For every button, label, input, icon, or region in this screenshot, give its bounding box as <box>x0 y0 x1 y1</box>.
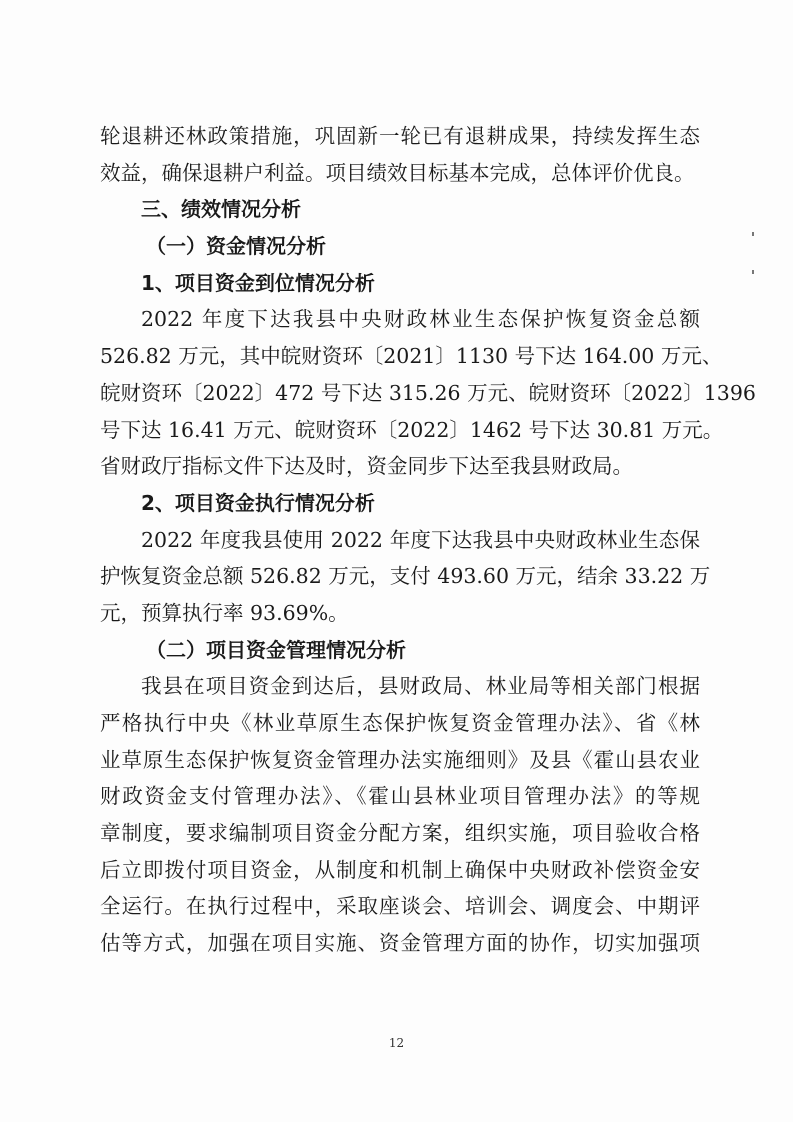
subsection-heading: （二）项目资金管理情况分析 <box>146 637 406 662</box>
document-body <box>100 118 756 962</box>
body-line: 轮退耕还林政策措施，巩固新一轮已有退耕成果，持续发挥生态 <box>100 124 700 148</box>
body-line: 526.82 万元，其中皖财资环〔2021〕1130 号下达 164.00 万元、 <box>100 344 723 369</box>
body-line: 2022 年度我县使用 2022 年度下达我县中央财政林业生态保 <box>141 527 700 552</box>
body-line: 皖财资环〔2022〕472 号下达 315.26 万元、皖财资环〔2022〕1396 <box>100 380 756 405</box>
body-line: 我县在项目资金到达后，县财政局、林业局等相关部门根据 <box>141 674 700 699</box>
subsection-heading: （一）资金情况分析 <box>146 234 326 259</box>
body-line: 财政资金支付管理办法》、《霍山县林业项目管理办法》的等规 <box>100 784 700 809</box>
body-line: 业草原生态保护恢复资金管理办法实施细则》及县《霍山县农业 <box>100 747 700 772</box>
body-line: 章制度，要求编制项目资金分配方案，组织实施，项目验收合格 <box>100 821 700 846</box>
item-heading: 2、项目资金执行情况分析 <box>141 490 375 515</box>
body-line: 全运行。在执行过程中，采取座谈会、培训会、调度会、中期评 <box>100 894 700 919</box>
item-heading: 1、项目资金到位情况分析 <box>141 270 375 295</box>
scan-mark <box>752 232 754 236</box>
body-line: 号下达 16.41 万元、皖财资环〔2022〕1462 号下达 30.81 万元。 <box>100 417 724 442</box>
body-line: 2022 年度下达我县中央财政林业生态保护恢复资金总额 <box>141 307 700 332</box>
body-line: 护恢复资金总额 526.82 万元，支付 493.60 万元，结余 33.22 万 <box>100 564 711 589</box>
body-line: 效益，确保退耕户利益。项目绩效目标基本完成，总体评价优良。 <box>100 160 695 185</box>
scan-mark <box>752 270 754 274</box>
page-number: 12 <box>388 1036 405 1050</box>
body-line: 严格执行中央《林业草原生态保护恢复资金管理办法》、省《林 <box>100 711 700 735</box>
body-line: 后立即拨付项目资金，从制度和机制上确保中央财政补偿资金安 <box>100 857 700 882</box>
section-heading: 三、绩效情况分析 <box>141 197 301 222</box>
body-line: 估等方式，加强在项目实施、资金管理方面的协作，切实加强项 <box>100 931 700 956</box>
body-line: 元，预算执行率 93.69%。 <box>100 600 349 625</box>
body-line: 省财政厅指标文件下达及时，资金同步下达至我县财政局。 <box>100 454 633 479</box>
